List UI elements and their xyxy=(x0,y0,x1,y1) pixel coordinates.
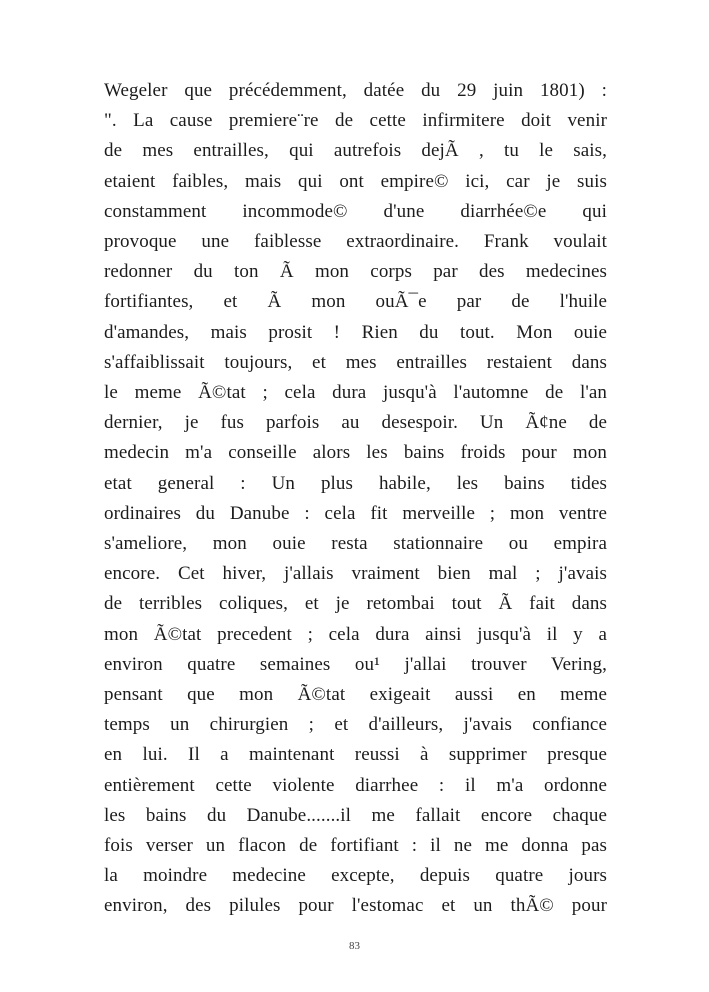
text-line: la moindre medecine excepte, depuis quatre jours xyxy=(104,865,607,887)
text-line: environ quatre semaines ou¹ j'allai trouver Vering, xyxy=(104,653,607,675)
text-line: d'amandes, mais prosit ! Rien du tout. Mon ouie xyxy=(104,321,607,343)
text-line: entièrement cette violente diarrhee : il m'a ordonne xyxy=(104,774,607,796)
text-line: ordinaires du Danube : cela fit merveille ; mon ventre xyxy=(104,502,607,524)
text-line: en lui. Il a maintenant reussi à supprimer presque xyxy=(104,744,607,766)
text-line: s'affaiblissait toujours, et mes entrailles restaient dans xyxy=(104,351,607,373)
text-line: mon Ã©tat precedent ; cela dura ainsi jusqu'à il y a xyxy=(104,623,607,645)
text-line: les bains du Danube.......il me fallait encore chaque xyxy=(104,804,607,826)
text-line: Wegeler que précédemment, datée du 29 juin 1801) : xyxy=(104,80,607,101)
text-line: pensant que mon Ã©tat exigeait aussi en meme xyxy=(104,684,607,706)
text-line: etat general : Un plus habile, les bains tides xyxy=(104,472,607,494)
text-line: le meme Ã©tat ; cela dura jusqu'à l'automne de l'an xyxy=(104,382,607,404)
text-line: fortifiantes, et Ã mon ouÃ¯e par de l'huile xyxy=(104,291,607,313)
text-line: fois verser un flacon de fortifiant : il ne me donna pas xyxy=(104,835,607,857)
text-line: environ, des pilules pour l'estomac et un thÃ© pour xyxy=(104,895,607,917)
text-line: constamment incommode© d'une diarrhée©e qui xyxy=(104,200,607,222)
text-line: s'ameliore, mon ouie resta stationnaire ou empira xyxy=(104,533,607,555)
text-line: de mes entrailles, qui autrefois dejÃ , tu le sais, xyxy=(104,140,607,162)
text-line: de terribles coliques, et je retombai tout Ã fait dans xyxy=(104,593,607,615)
body-text xyxy=(104,76,607,922)
text-line: medecin m'a conseille alors les bains froids pour mon xyxy=(104,442,607,464)
text-line: etaient faibles, mais qui ont empire© ici, car je suis xyxy=(104,170,607,192)
text-line: dernier, je fus parfois au desespoir. Un Ã¢ne de xyxy=(104,412,607,434)
text-line: temps un chirurgien ; et d'ailleurs, j'avais confiance xyxy=(104,714,607,736)
text-line: ". La cause premiere¨re de cette infirmitere doit venir xyxy=(104,110,607,132)
text-line: encore. Cet hiver, j'allais vraiment bien mal ; j'avais xyxy=(104,563,607,585)
text-line: provoque une faiblesse extraordinaire. Frank voulait xyxy=(104,231,607,253)
page-number: 83 xyxy=(349,940,360,952)
text-line: redonner du ton Ã mon corps par des medecines xyxy=(104,261,607,283)
